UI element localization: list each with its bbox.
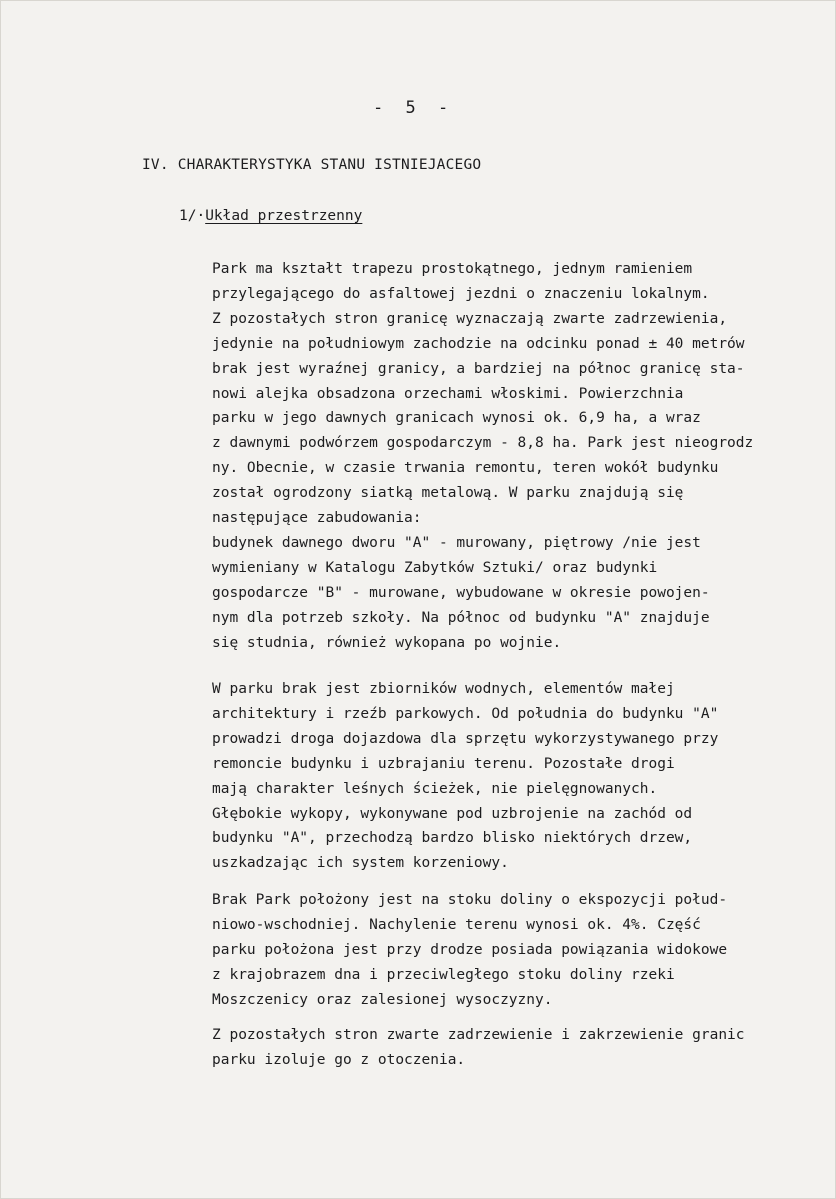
paragraph-line: wymieniany w Katalogu Zabytków Sztuki/ oraz budynki xyxy=(212,559,658,576)
paragraph-terrain xyxy=(212,888,727,1013)
paragraph-line: się studnia, również wykopana po wojnie. xyxy=(212,634,562,651)
paragraph-line: Brak Park położony jest na stoku doliny o ekspozycji połud- xyxy=(212,892,728,908)
paragraph-line: następujące zabudowania: xyxy=(212,510,422,527)
paragraph-line: budynku "A", przechodzą bardzo blisko niektórych drzew, xyxy=(212,830,693,847)
paragraph-line: gospodarcze "B" - murowane, wybudowane w okresie powojen- xyxy=(212,584,710,601)
subsection-title: Układ przestrzenny xyxy=(205,208,363,224)
paragraph-line: jedynie na południowym zachodzie na odcinku ponad ± 40 metrów xyxy=(212,335,745,352)
paragraph-line: uszkadzając ich system korzeniowy. xyxy=(212,855,509,872)
subsection-number: 1/· xyxy=(179,208,206,224)
paragraph-line: brak jest wyraźnej granicy, a bardziej na północ granicę sta- xyxy=(212,360,745,377)
paragraph-line: parku w jego dawnych granicach wynosi ok. 6,9 ha, a wraz xyxy=(212,410,701,427)
subsection-heading xyxy=(179,208,362,224)
paragraph-line: prowadzi droga dojazdowa dla sprzętu wykorzystywanego przy xyxy=(212,730,719,747)
paragraph-layout xyxy=(212,257,753,656)
paragraph-line: W parku brak jest zbiorników wodnych, elementów małej xyxy=(212,681,675,697)
paragraph-line: nym dla potrzeb szkoły. Na północ od budynku "A" znajduje xyxy=(212,609,710,626)
paragraph-line: niowo-wschodniej. Nachylenie terenu wynosi ok. 4%. Część xyxy=(212,916,701,933)
paragraph-line: remoncie budynku i uzbrajaniu terenu. Pozostałe drogi xyxy=(212,755,675,772)
page-number: - 5 - xyxy=(373,98,455,118)
paragraph-line: Z pozostałych stron granicę wyznaczają zwarte zadrzewienia, xyxy=(212,310,728,327)
paragraph-line: parku położona jest przy drodze posiada powiązania widokowe xyxy=(212,941,728,958)
paragraph-line: architektury i rzeźb parkowych. Od południa do budynku "A" xyxy=(212,705,719,722)
paragraph-line: Moszczenicy oraz zalesionej wysoczyzny. xyxy=(212,991,553,1008)
paragraph-features xyxy=(212,677,718,876)
paragraph-line: przylegającego do asfaltowej jezdni o znaczeniu lokalnym. xyxy=(212,285,710,302)
paragraph-line: mają charakter leśnych ścieżek, nie pielęgnowanych. xyxy=(212,780,658,797)
paragraph-line: Z pozostałych stron zwarte zadrzewienie i zakrzewienie granic xyxy=(212,1027,745,1043)
paragraph-line: Głębokie wykopy, wykonywane pod uzbrojenie na zachód od xyxy=(212,805,693,822)
paragraph-line: z krajobrazem dna i przeciwległego stoku doliny rzeki xyxy=(212,966,675,983)
section-heading: IV. CHARAKTERYSTYKA STANU ISTNIEJACEGO xyxy=(142,157,482,173)
paragraph-isolation xyxy=(212,1023,745,1073)
paragraph-line: Park ma kształt trapezu prostokątnego, jednym ramieniem xyxy=(212,261,693,277)
paragraph-line: budynek dawnego dworu "A" - murowany, piętrowy /nie jest xyxy=(212,534,701,551)
paragraph-line: został ogrodzony siatką metalową. W parku znajdują się xyxy=(212,485,684,502)
paragraph-line: z dawnymi podwórzem gospodarczym - 8,8 ha. Park jest nieogrodz xyxy=(212,435,754,452)
paragraph-line: nowi alejka obsadzona orzechami włoskimi. Powierzchnia xyxy=(212,385,684,402)
paragraph-line: parku izoluje go z otoczenia. xyxy=(212,1051,466,1068)
paragraph-line: ny. Obecnie, w czasie trwania remontu, teren wokół budynku xyxy=(212,460,719,477)
